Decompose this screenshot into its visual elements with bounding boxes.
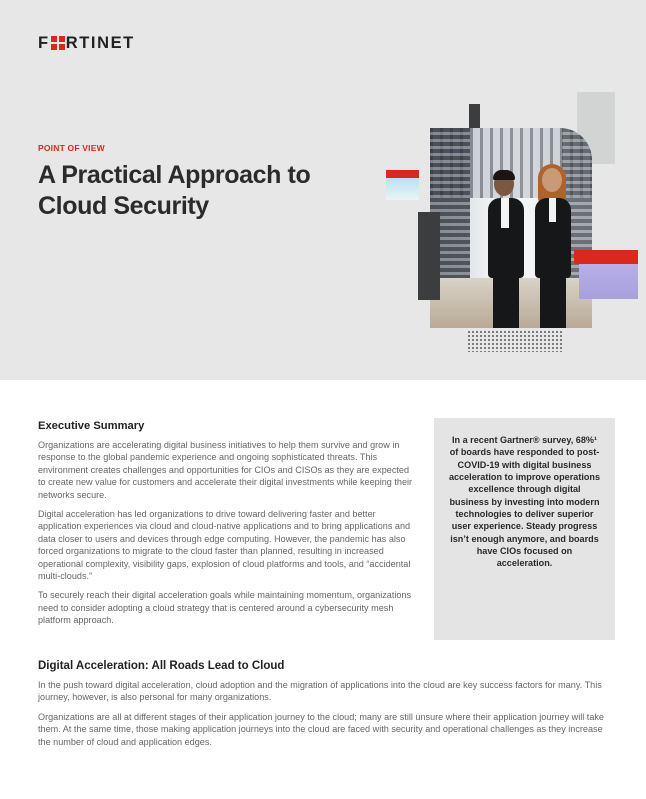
decor-dark-bar bbox=[418, 212, 440, 300]
paragraph: Organizations are accelerating digital business initiatives to help them survive and grow in response to the global pandemic experience and ongoing sophisticated threats. This environment creates challenges and opportunities for CIOs and CISOs as they are expected to create new value for customers and accelerate their digital investments while keeping their networks secure. bbox=[38, 440, 413, 500]
paragraph: In the push toward digital acceleration, cloud adoption and the migration of applications into the cloud are key success factors for many. This journey, however, is also personal for many organizations. bbox=[38, 680, 602, 703]
hero-photo bbox=[430, 128, 592, 328]
gartner-callout-box bbox=[434, 418, 615, 640]
fortinet-logo[interactable] bbox=[38, 33, 135, 53]
paragraph: Digital acceleration has led organizations to drive toward delivering faster and better application experiences via cloud and cloud-native applications and to bring applications and data closer to users and devices through edge computing. However, the pandemic has also forced organizations to migrate to the cloud faster than planned, resulting in increased operational complexity, visibility gaps, explosion of cloud platforms and tools, and “accidental multi-clouds.” bbox=[38, 509, 411, 582]
eyebrow-label: POINT OF VIEW bbox=[38, 143, 105, 153]
logo-grid-icon bbox=[51, 36, 65, 50]
decor-red-strip bbox=[386, 170, 419, 178]
executive-summary-section bbox=[38, 420, 416, 634]
section-heading: Digital Acceleration: All Roads Lead to Cloud bbox=[38, 660, 285, 672]
section-heading: Executive Summary bbox=[38, 420, 145, 432]
callout-text: In a recent Gartner® survey, 68%¹ of boards have responded to post-COVID-19 with digital business acceleration to improve operations excellence through digital business by investing into modern technologies to deliver superior user experience. Steady progress isn’t enough anymore, and boards have CIOs focused on acceleration. bbox=[448, 435, 601, 569]
page-title: A Practical Approach to Cloud Security bbox=[38, 161, 311, 220]
decor-dot-grid bbox=[467, 330, 562, 352]
logo-text-start: F bbox=[38, 33, 50, 52]
hero-banner bbox=[0, 0, 646, 380]
decor-purple-block bbox=[579, 264, 638, 299]
decor-blue-block bbox=[386, 178, 419, 200]
paragraph: Organizations are all at different stages of their application journey to the cloud; many are still unsure where their application journey will take them. At the same time, those making application journeys into the cloud are faced with security and operational challenges as they increase the number of cloud and application edges. bbox=[38, 711, 604, 747]
paragraph: To securely reach their digital acceleration goals while maintaining momentum, organizations need to consider adopting a cloud strategy that is centered around a cybersecurity mesh platform approach. bbox=[38, 590, 412, 626]
logo-text-end: RTINET bbox=[65, 33, 135, 52]
digital-acceleration-section bbox=[38, 660, 613, 755]
decor-red-strip bbox=[574, 250, 638, 264]
